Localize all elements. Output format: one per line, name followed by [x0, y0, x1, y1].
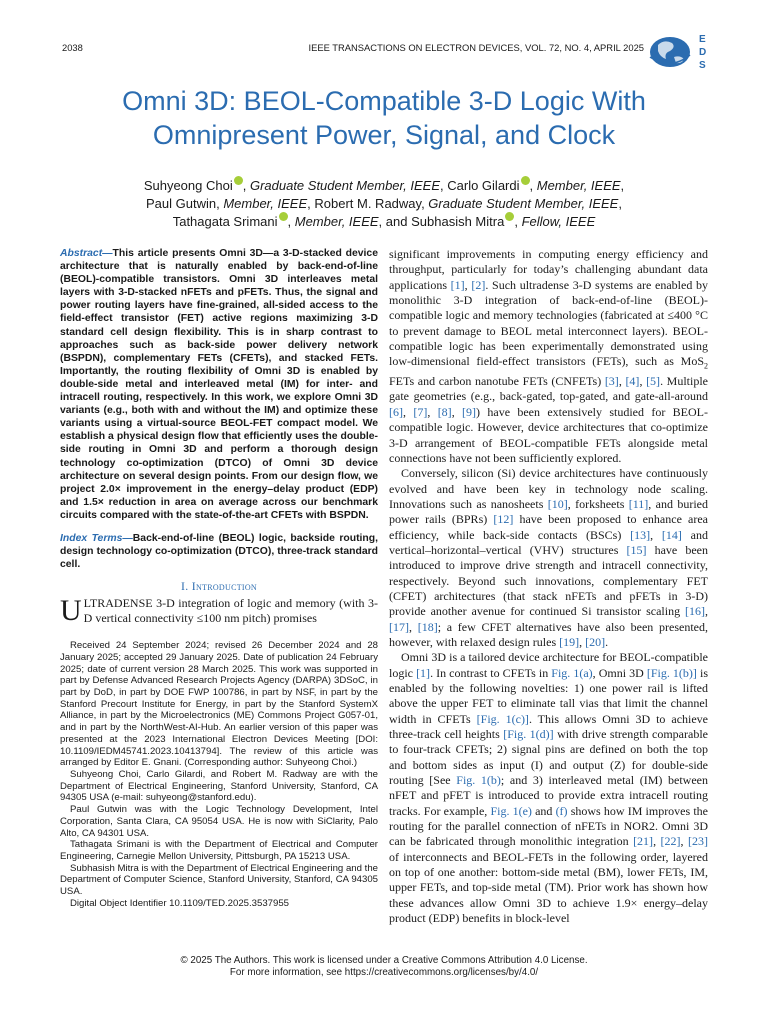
body-text: ; a few CFET alternatives have also been presented, however, with relaxed design rules [389, 619, 708, 649]
citation-link[interactable]: [16] [685, 604, 705, 619]
citation-link[interactable]: [3] [604, 374, 619, 389]
footnote-affiliation: Suhyeong Choi, Carlo Gilardi, and Robert M. Radway are with the Department of Electrical Engineering, Stanford University, Stanford, CA 94305 USA (e-mail: suhyeong@stanford.edu). [60, 768, 378, 804]
figure-link[interactable]: [Fig. 1(b)] [646, 665, 697, 680]
citation-link[interactable]: [21] [633, 834, 654, 849]
citation-link[interactable]: [1] [450, 277, 465, 292]
body-text: ; and 3) interleaved metal (IM) between nFET and pFET is introduced to provide extra intracell routing tracks. For example, [389, 773, 708, 818]
abstract [60, 247, 378, 522]
author-line-1: Suhyeong Choi , Graduate Student Member, IEEE, Carlo Gilardi , Member, IEEE, [143, 178, 625, 193]
citation-link[interactable]: [23] [688, 834, 708, 849]
body-text: , forksheets [567, 496, 629, 511]
section-heading: I. Introduction [180, 579, 258, 594]
title-line-1: Omni 3D: BEOL-Compatible 3-D Logic With [122, 86, 646, 116]
license-line: © 2025 The Authors. This work is licensed under a Creative Commons Attribution 4.0 License. [180, 955, 588, 966]
body-text: , [464, 277, 472, 292]
body-paragraph [389, 466, 708, 650]
body-text: , [618, 374, 626, 389]
body-paragraph [389, 650, 708, 926]
body-text: shows how IM improves the routing for the parallel connection of nFETs in NOR2. Omni 3D can be fabricated through monolithic integration [389, 803, 708, 849]
right-column [389, 247, 708, 927]
intro-paragraph [60, 596, 378, 626]
body-text: , [639, 374, 647, 389]
citation-link[interactable]: [2] [471, 277, 486, 292]
eds-logo [646, 31, 708, 71]
author-line-2: Paul Gutwin, Member, IEEE, Robert M. Radway, Graduate Student Member, IEEE, [146, 195, 622, 211]
citation-link[interactable]: [18] [417, 619, 438, 634]
figure-link[interactable]: Fig. 1(e) [490, 803, 532, 818]
body-text: , [705, 604, 708, 619]
page-number: 2038 [62, 42, 83, 53]
body-text: , [579, 634, 586, 649]
index-terms [60, 532, 378, 571]
footnote-affiliation: Tathagata Srimani is with the Department of Electrical and Computer Engineering, Carnegie Mellon University, Pittsburgh, PA 15213 USA. [60, 839, 378, 862]
abstract-label: Abstract— [60, 248, 113, 259]
author-name: Tathagata Srimani [172, 214, 278, 229]
citation-link[interactable]: [6] [389, 404, 403, 419]
body-text: is enabled by the following novelties: 1) one power rail is lifted above the upper FET to eliminate tall vias that limit the channel width in CFETs [389, 665, 708, 726]
citation-link[interactable]: [22] [660, 834, 681, 849]
logo-letter-s: S [699, 60, 706, 71]
figure-link[interactable]: Fig. 1(b) [456, 773, 501, 788]
abstract-text: This article presents Omni 3D—a 3-D-stacked device architecture that is naturally enabled by back-end-of-line (BEOL)-compatible transistors. Omni 3D interleaves metal layers with 3-D-stacked nFETs and pFETs. Thus, the signal and power routing layers have fine-grained, all-sided access to the field-effect transistor (FET) active regions maximizing 3-D standard cell design flexibility. This is in sharp contrast to approaches such as back-side power delivery network (BSPDN), complementary FETs (CFETs), and stacked FETs. Importantly, the routing flexibility of Omni 3D is enabled by double-side metal and interleaved metal (IM) for inter- and intracell routing, respectively. In this work, we explore Omni 3D variants (e.g., both with and without the IM) and optimize these variants using a virtual-source BEOL-FET compact model. We establish a physical design flow that efficiently uses the double-side routing in Omni 3D and perform a thorough design technology co-optimization (DTCO) of Omni 3D device architecture on several design points. From our design flow, we project 2.0× improvement in the energy–delay product (EDP) and 1.5× reduction in area on average across our benchmark circuits compared with the state-of-the-art CFETs with BSPDN. [60, 248, 378, 521]
author-name: Paul Gutwin [146, 195, 217, 211]
body-text: Omni 3D is a tailored device architecture for BEOL-compatible logic [389, 650, 708, 680]
author-name: Subhasish Mitra [411, 214, 505, 229]
intro-text: 3-D integration of logic and memory (with 3-D vertical connectivity ≤100 nm pitch) promises [83, 596, 378, 626]
logo-letter-d: D [699, 47, 707, 58]
figure-link[interactable]: [Fig. 1(d)] [503, 727, 554, 742]
body-text: , [403, 404, 414, 419]
citation-link[interactable]: [15] [626, 542, 647, 557]
body-text: with drive strength comparable to four-track CFETs; 2) signal pins are defined on both the top and bottom sides as input (I) and output (Z) for double-side routing [See [389, 727, 708, 788]
citation-link[interactable]: [8] [437, 404, 452, 419]
body-text: have been proposed to enhance area efficiency, while back-side contacts (BSCs) [389, 512, 708, 542]
body-text: and [531, 803, 556, 818]
body-text: , Omni 3D [592, 665, 647, 680]
paper-title [60, 84, 708, 152]
footnote-affiliation: Subhasish Mitra is with the Department of Electrical Engineering and the Department of Computer Science, Stanford University, Stanford, CA 94305 USA. [60, 862, 378, 898]
body-text: , [427, 404, 438, 419]
orcid-icon[interactable] [279, 212, 288, 221]
body-text: have been introduced to improve drive strength and intracell connectivity, respectively. Beyond such innovations, complementary FET (CFET) architectures (that stack nFETs and pFETs in 3-D) provide another avenue for continued Si transistor scaling [389, 542, 708, 619]
footnote-affiliation: Paul Gutwin was with the Logic Technology Development, Intel Corporation, Santa Clara, CA 95054 USA. He is now with SiClarity, Palo Alto, CA 94301 USA. [60, 804, 378, 839]
body-text: and vertical–horizontal–vertical (VHV) structures [389, 527, 709, 557]
running-title: IEEE TRANSACTIONS ON ELECTRON DEVICES, VOL. 72, NO. 4, APRIL 2025 [308, 42, 644, 53]
citation-link[interactable]: [14] [661, 527, 682, 542]
footnote-doi: Digital Object Identifier 10.1109/TED.2025.3537955 [70, 897, 290, 909]
citation-link[interactable]: [1] [416, 665, 431, 680]
body-text: , [650, 527, 662, 542]
body-text: of interconnects and BEOL-FETs in the following order, layered on top of one another: bottom-side metal (BM), lower FETs, IM, upper FETs, and top-side metal (TM). Prior work has shown how these advances allow Omni 3D to achieve 1.9× energy–delay product (EDP) benefits in block-level [389, 849, 708, 926]
citation-link[interactable]: [20] [585, 634, 606, 649]
author-role: Member, IEEE [223, 195, 308, 211]
body-paragraph [389, 247, 708, 466]
body-text: significant improvements in computing energy efficiency and throughput, particularly for today’s challenging abundant data applications [389, 247, 708, 292]
figure-link[interactable]: [Fig. 1(c)] [476, 711, 529, 726]
body-text: , [653, 834, 661, 849]
author-role: Fellow, IEEE [521, 214, 596, 229]
title-line-2: Omnipresent Power, Signal, and Clock [152, 120, 616, 150]
citation-link[interactable]: [9] [462, 404, 477, 419]
body-text: , [451, 404, 463, 419]
citation-link[interactable]: [10] [547, 496, 568, 511]
citation-link[interactable]: [7] [413, 404, 428, 419]
left-column [60, 247, 378, 909]
license-notice [60, 955, 708, 979]
orcid-icon[interactable] [505, 212, 514, 221]
author-line-3: Tathagata Srimani , Member, IEEE, and Subhasish Mitra , Fellow, IEEE [172, 214, 596, 229]
body-text: , [409, 619, 418, 634]
logo-letter-e: E [699, 34, 706, 45]
orcid-icon[interactable] [521, 176, 530, 185]
figure-link[interactable]: (f) [555, 803, 568, 818]
index-terms-label: Index Terms— [60, 532, 133, 544]
author-name: Suhyeong Choi [143, 178, 233, 193]
author-list [60, 176, 708, 231]
citation-link[interactable]: [5] [646, 374, 661, 389]
body-text: . In contrast to CFETs in [430, 665, 552, 680]
author-role: Graduate Student Member, IEEE [428, 195, 619, 211]
footnote-received: Received 24 September 2024; revised 26 December 2024 and 28 January 2025; accepted 29 January 2025. Date of publication 24 February 2025; date of current version 28 March 2025. This work was supported in part by Defense Advanced Research Projects Agency (DARPA) 3DSoC, in part by DoD, in part by DOE FWP 100786, in part by NSF, in part by the Stanford Precourt Institute for Energy, in part by the Stanford SystemX Alliance, in part by the Microelectronics (ME) Commons Project G057-01, and in part by the NorthWest-AI-Hub. An earlier version of this paper was presented at the 2023 International Electron Devices Meeting [DOI: 10.1109/IEDM45741.2023.10413794]. The review of this article was arranged by Editor E. Gnani. (Corresponding author: Suhyeong Choi.) [60, 640, 378, 769]
orcid-icon[interactable] [234, 176, 243, 185]
citation-link[interactable]: [11] [628, 496, 649, 511]
author-name: Robert M. Radway [314, 195, 422, 211]
body-text: Conversely, silicon (Si) device architectures have continuously evolved and have been key in technology node scaling. Innovations such as nanosheets [389, 466, 708, 511]
author-role: Member, IEEE [294, 214, 379, 229]
body-text: ) have been extensively studied for BEOL-compatible logic. However, device architectures that co-optimize 3-D arrangement of BEOL-compatible FETs alongside metal connections have not been sufficiently explored. [389, 404, 709, 465]
body-text: . Such ultradense 3-D systems are enabled by monolithic 3-D integration of back-end-of-line (BEOL)-compatible logic and memory technologies (fabricated at ≤400 °C to prevent damage to BEOL metal interconnect layers). BEOL-compatible logic has been experimentally demonstrated using low-dimensional field-effect transistors (FETs), such as MoS [389, 277, 709, 369]
figure-link[interactable]: Fig. 1(a) [551, 665, 593, 680]
body-text: . [605, 634, 609, 649]
body-text: . Multiple gate geometries (e.g., back-gated, top-gated, and gate-all-around [389, 374, 709, 404]
citation-link[interactable]: [17] [389, 619, 409, 634]
intro-lead: LTRADENSE [83, 596, 153, 611]
body-text: . This allows Omni 3D to achieve three-track cell heights [389, 711, 709, 742]
author-role: Graduate Student Member, IEEE [249, 178, 441, 193]
drop-cap: U [60, 594, 82, 628]
subscript: 2 [704, 361, 708, 371]
body-text: , and buried power rails (BPRs) [389, 496, 708, 527]
citation-link[interactable]: [12] [493, 512, 514, 527]
license-link[interactable]: For more information, see https://creativecommons.org/licenses/by/4.0/ [229, 967, 539, 978]
and-word: and [385, 214, 408, 229]
citation-link[interactable]: [4] [625, 374, 640, 389]
author-name: Carlo Gilardi [447, 178, 520, 193]
author-role: Member, IEEE [536, 178, 621, 193]
body-text: , [680, 834, 688, 849]
index-terms-text: Back-end-of-line (BEOL) logic, backside routing, design technology co-optimization (DTCO), three-track standard cell. [60, 532, 378, 571]
citation-link[interactable]: [13] [630, 527, 651, 542]
body-text: FETs and carbon nanotube FETs (CNFETs) [389, 374, 605, 389]
citation-link[interactable]: [19] [559, 634, 580, 649]
